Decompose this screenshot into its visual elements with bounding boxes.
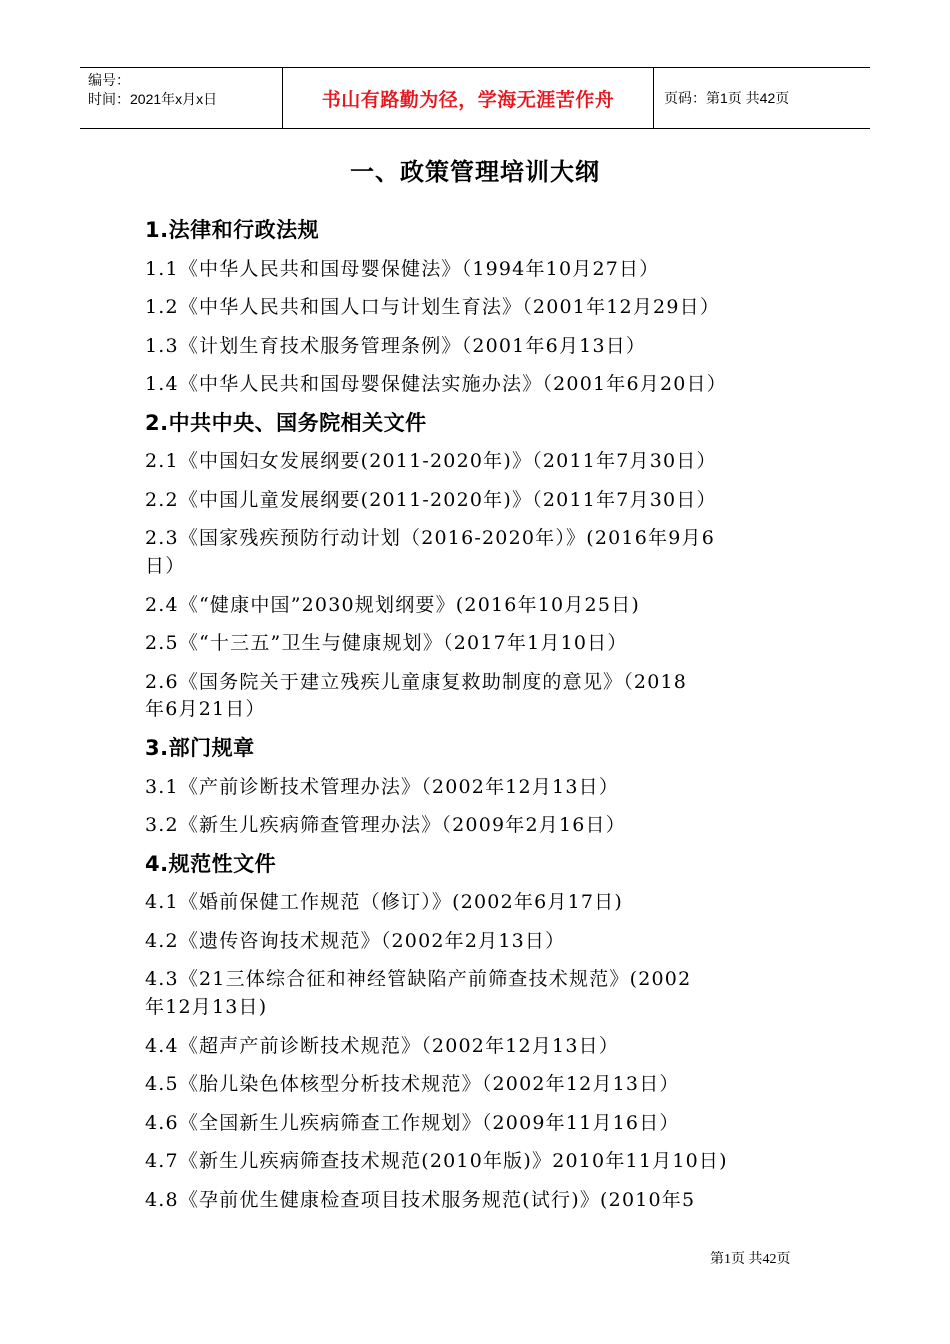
outline-item: 4.3《21三体综合征和神经管缺陷产前筛查技术规范》(2002	[145, 968, 692, 990]
outline-item-continuation: 日）	[145, 554, 186, 577]
outline-item: 4.4《超声产前诊断技术规范》（2002年12月13日）	[145, 1034, 620, 1057]
header-motto: 书山有路勤为径，学海无涯苦作舟	[282, 68, 654, 128]
outline-item: 4.5《胎儿染色体核型分析技术规范》（2002年12月13日）	[145, 1073, 680, 1095]
outline-item: 1.4《中华人民共和国母婴保健法实施办法》（2001年6月20日）	[145, 373, 727, 395]
document-title: 一、政策管理培训大纲	[350, 158, 600, 186]
outline-item-continuation: 年12月13日)	[145, 995, 268, 1018]
header-meta	[80, 68, 282, 128]
header-time-label: 时间：2021年x月x日	[88, 91, 218, 107]
outline-item: 2.5《“十三五”卫生与健康规划》（2017年1月10日）	[145, 632, 628, 654]
outline-item: 3.2《新生儿疾病筛查管理办法》（2009年2月16日）	[145, 814, 626, 836]
outline-item: 4.7《新生儿疾病筛查技术规范(2010年版)》2010年11月10日)	[145, 1150, 728, 1172]
outline-item: 1.3《计划生育技术服务管理条例》（2001年6月13日）	[145, 334, 647, 357]
outline-item: 4.8《孕前优生健康检查项目技术服务规范(试行)》(2010年5	[145, 1188, 696, 1211]
page-footer: 第1页 共42页	[710, 1252, 791, 1267]
outline-item: 2.3《国家残疾预防行动计划（2016-2020年）》(2016年9月6	[145, 527, 715, 549]
header-number-label: 编号：	[88, 72, 130, 88]
outline-item: 3.1《产前诊断技术管理办法》（2002年12月13日）	[145, 775, 620, 798]
outline-item: 2.1《中国妇女发展纲要(2011-2020年)》（2011年7月30日）	[145, 450, 717, 472]
outline-item: 2.2《中国儿童发展纲要(2011-2020年)》（2011年7月30日）	[145, 488, 717, 511]
outline-item: 2.6《国务院关于建立残疾儿童康复救助制度的意见》（2018	[145, 670, 688, 693]
outline-item: 4.2《遗传咨询技术规范》（2002年2月13日）	[145, 929, 566, 952]
section-heading: 1.法律和行政法规	[145, 218, 320, 242]
outline-item: 2.4《“健康中国”2030规划纲要》(2016年10月25日)	[145, 593, 640, 616]
section-heading: 2.中共中央、国务院相关文件	[145, 410, 427, 435]
outline-item: 1.2《中华人民共和国人口与计划生育法》（2001年12月29日）	[145, 296, 721, 318]
page-header	[80, 67, 870, 129]
outline-item: 4.1《婚前保健工作规范（修订）》(2002年6月17日)	[145, 891, 623, 913]
section-heading: 4.规范性文件	[145, 851, 277, 876]
section-heading: 3.部门规章	[145, 736, 255, 760]
outline-item: 1.1《中华人民共和国母婴保健法》（1994年10月27日）	[145, 257, 660, 280]
outline-content	[145, 211, 813, 1219]
outline-item: 4.6《全国新生儿疾病筛查工作规划》（2009年11月16日）	[145, 1111, 680, 1134]
header-page-label: 页码：第1页 共42页	[664, 90, 790, 106]
outline-item-continuation: 年6月21日）	[145, 698, 266, 720]
